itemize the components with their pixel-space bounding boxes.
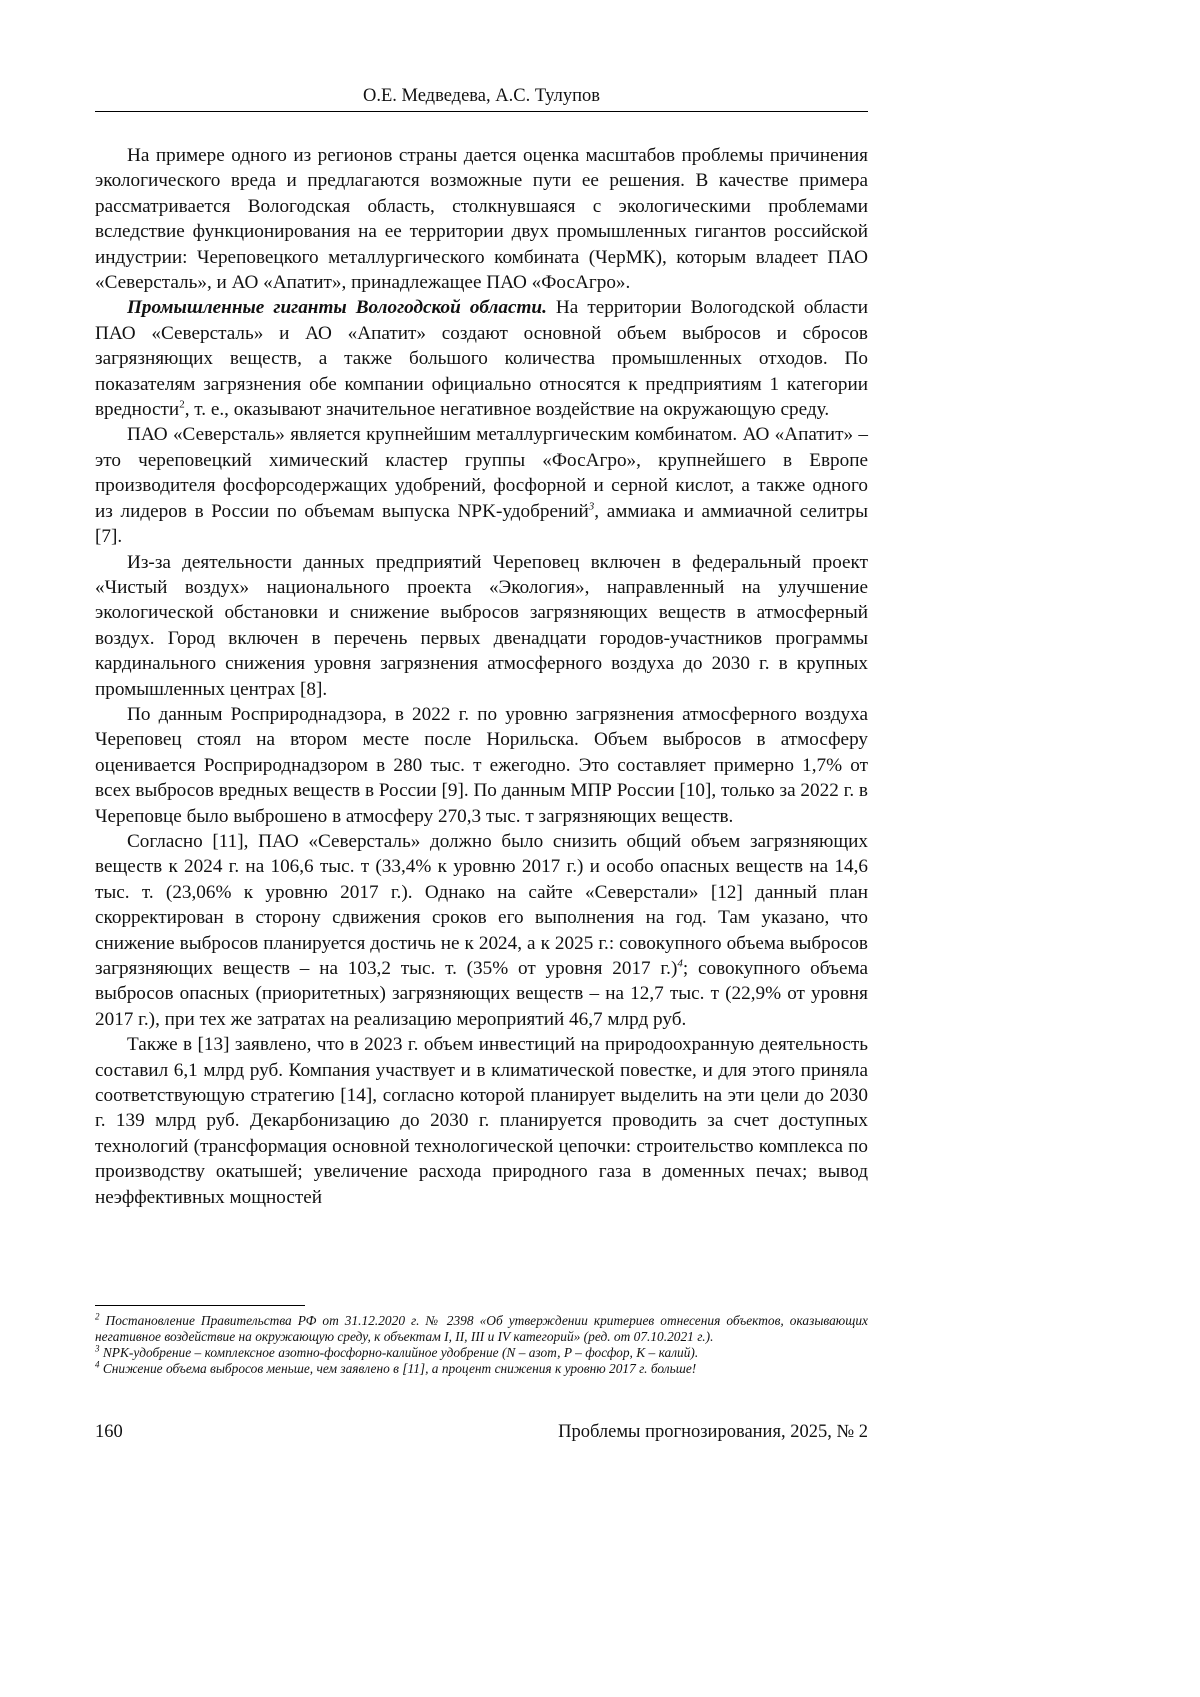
footnote-ref: 2 bbox=[179, 398, 185, 411]
footnote bbox=[95, 1313, 868, 1345]
paragraph-text: На территории Вологодской области ПАО «Северсталь» и АО «Апатит» создают основной объем выбросов и сбросов загрязняющих веществ, а также большого количества промышленных отходов. По показателям загрязнения обе компании официально относятся к предприятиям 1 категории вредности bbox=[95, 297, 868, 421]
article-body bbox=[95, 143, 868, 1210]
footnote-number: 4 bbox=[95, 1359, 100, 1370]
footnote-number: 3 bbox=[95, 1343, 100, 1354]
footnote-number: 2 bbox=[95, 1311, 100, 1322]
paragraph-text: ПАО «Северсталь» является крупнейшим металлургическим комбинатом. АО «Апатит» – это череповецкий химический кластер группы «ФосАгро», крупнейшего в Европе производителя фосфорсодержащих удобрений, фосфорной и серной кислот, а также одного из лидеров в России по объемам выпуска NPK-удобрений bbox=[95, 424, 868, 522]
paragraph-text: ; совокупного объема выбросов опасных (приоритетных) загрязняющих веществ – на 12,7 тыс. т (22,9% от уровня 2017 г.), при тех же затратах на реализацию мероприятий 46,7 млрд руб. bbox=[95, 958, 868, 1030]
footnotes bbox=[95, 1313, 868, 1377]
footnote bbox=[95, 1345, 868, 1361]
footnote-ref: 3 bbox=[588, 500, 595, 513]
footnote-text: Постановление Правительства РФ от 31.12.2020 г. № 2398 «Об утверждении критериев отнесения объектов, оказывающих негативное воздействие на окружающую среду, к объектам I, II, III и IV категорий» (ред. от 07.10.2021 г.). bbox=[95, 1313, 868, 1344]
paragraph-text: , т. е., оказывают значительное негативное воздействие на окружающую среду. bbox=[184, 399, 830, 421]
footnote-text: Снижение объема выбросов меньше, чем заявлено в [11], а процент снижения к уровню 2017 г. больше! bbox=[99, 1361, 697, 1376]
paragraph-industrial-giants bbox=[95, 295, 868, 422]
running-head-authors: О.Е. Медведева, А.С. Тулупов bbox=[362, 86, 601, 106]
paragraph-investments: Также в [13] заявлено, что в 2023 г. объем инвестиций на природоохранную деятельность составил 6,1 млрд руб. Компания участвует и в климатической повестке, и для этого приняла соответствующую стратегию [14], согласно которой планирует выделить на эти цели до 2030 г. 139 млрд руб. Декарбонизацию до 2030 г. планируется проводить за счет доступных технологий (трансформация основной технологической цепочки: строительство комплекса по производству окатышей; увеличение расхода природного газа в доменных печах; вывод неэффективных мощностей bbox=[95, 1034, 868, 1208]
paragraph-clean-air: Из-за деятельности данных предприятий Череповец включен в федеральный проект «Чистый воздух» национального проекта «Экология», направленный на улучшение экологической обстановки и снижение выбросов загрязняющих веществ в атмосферный воздух. Город включен в перечень первых двенадцати городов-участников программы кардинального снижения уровня загрязнения атмосферного воздуха до 2030 г. в крупных промышленных центрах [8]. bbox=[95, 551, 868, 700]
footnote bbox=[95, 1361, 868, 1377]
paragraph-severstal-apatit bbox=[95, 422, 868, 549]
paragraph-intro: На примере одного из регионов страны дается оценка масштабов проблемы причинения экологического вреда и предлагаются возможные пути ее решения. В качестве примера рассматривается Вологодская область, столкнувшаяся с экологическими проблемами вследствие функционирования на ее территории двух промышленных гигантов российской индустрии: Череповецкого металлургического комбината (ЧерМК), которым владеет ПАО «Северсталь», и АО «Апатит», принадлежащее ПАО «ФосАгро». bbox=[95, 145, 868, 294]
paragraph-rosprirodnadzor: По данным Росприроднадзора, в 2022 г. по уровню загрязнения атмосферного воздуха Череповец стоял на втором месте после Норильска. Объем выбросов в атмосферу оценивается Росприроднадзором в 280 тыс. т ежегодно. Это составляет примерно 1,7% от всех выбросов вредных веществ в России [9]. По данным МПР России [10], только за 2022 г. в Череповце было выброшено в атмосферу 270,3 тыс. т загрязняющих веществ. bbox=[95, 703, 868, 827]
paragraph-text: , аммиака и аммиачной селитры [7]. bbox=[95, 500, 869, 548]
header-rule bbox=[95, 111, 868, 112]
journal-issue: Проблемы прогнозирования, 2025, № 2 bbox=[558, 1422, 868, 1442]
page-number: 160 bbox=[95, 1422, 123, 1442]
section-lead-heading: Промышленные гиганты Вологодской области. bbox=[127, 297, 547, 319]
footnote-ref: 4 bbox=[677, 957, 683, 970]
paragraph-text: Согласно [11], ПАО «Северсталь» должно было снизить общий объем загрязняющих веществ к 2024 г. на 106,6 тыс. т (33,4% к уровню 2017 г.) и особо опасных веществ на 14,6 тыс. т. (23,06% к уровню 2017 г.). Однако на сайте «Северстали» [12] данный план скорректирован в сторону сдвижения сроков его выполнения на год. Там указано, что снижение выбросов планируется достичь не к 2024, а к 2025 г.: совокупного объема выбросов загрязняющих веществ – на 103,2 тыс. т. (35% от уровня 2017 г.) bbox=[95, 830, 868, 979]
footnote-rule bbox=[95, 1305, 305, 1306]
footnote-text: NPK-удобрение – комплексное азотно-фосфорно-калийное удобрение (N – азот, P – фосфор, K – калий). bbox=[99, 1345, 699, 1360]
paragraph-emission-plan bbox=[95, 829, 868, 1032]
